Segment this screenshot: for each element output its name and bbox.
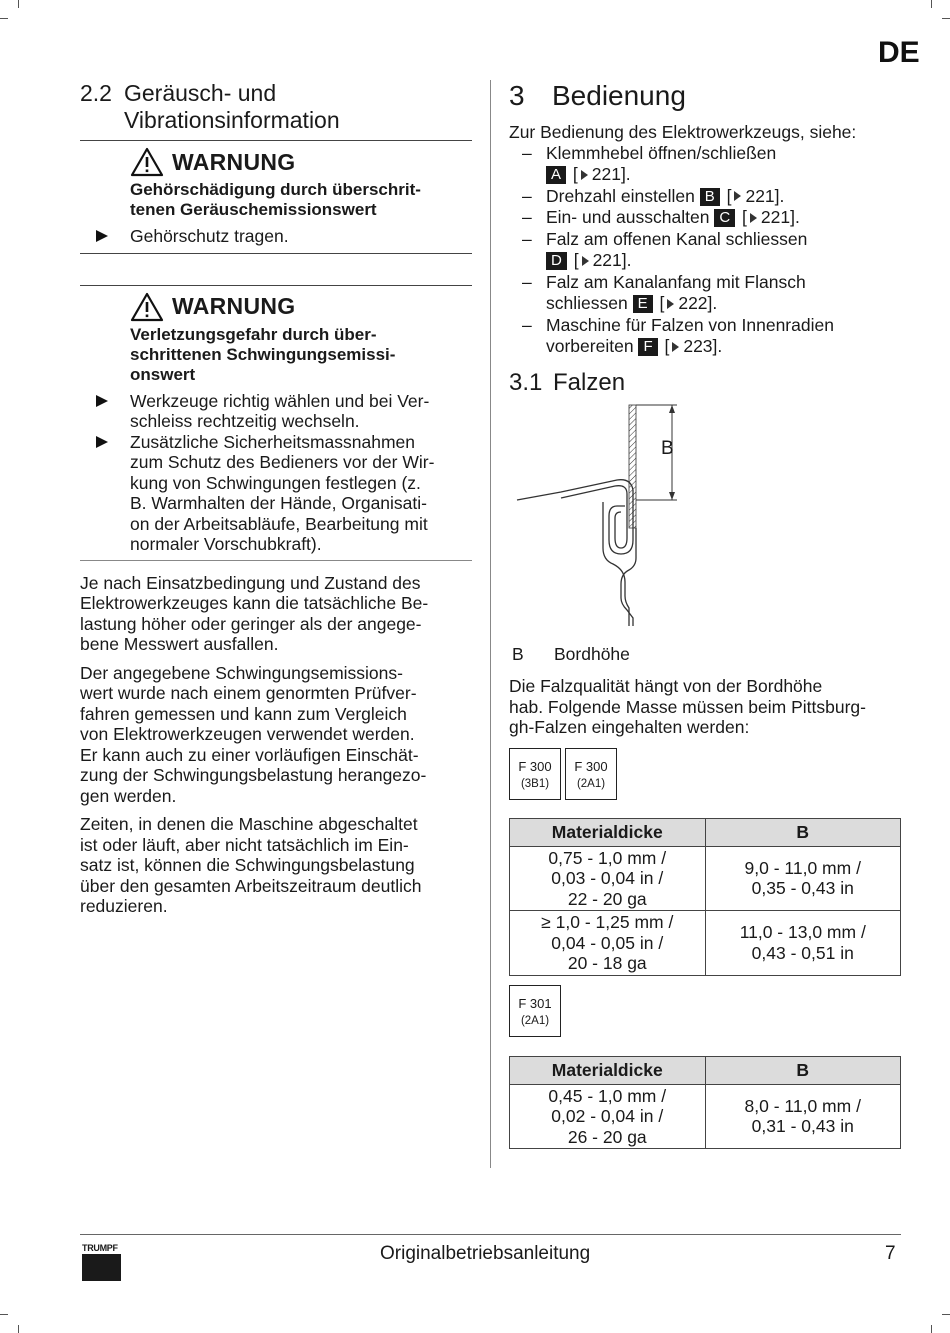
section-heading [80, 80, 472, 134]
company-logo [82, 1243, 121, 1281]
legend-text: Bordhöhe [554, 643, 630, 664]
crop-mark [18, 1325, 19, 1333]
warning-box [80, 141, 472, 247]
crop-mark [0, 18, 8, 19]
dimension-label: B [661, 437, 674, 459]
list-item: Gehörschutz tragen. [80, 226, 472, 247]
list-item: – Klemmhebel öffnen/schließen A [ 221]. [522, 142, 777, 184]
table-row [510, 1084, 901, 1149]
page-ref-arrow-icon [734, 191, 741, 201]
figure-legend [509, 644, 901, 665]
page-ref-link[interactable]: 221]. [592, 250, 632, 270]
crop-mark [0, 1314, 8, 1315]
pittsburgh-seam-illustration [509, 398, 901, 638]
subsection-heading [509, 369, 901, 396]
machine-tag: F 300 (2A1) [565, 748, 617, 800]
table-row [510, 846, 901, 911]
table-header-row [510, 1056, 901, 1084]
warning-title: WARNUNG [130, 147, 472, 177]
figure-key-badge: B [700, 188, 720, 206]
page-ref-link[interactable]: 221]. [745, 185, 785, 206]
crop-mark [942, 1314, 950, 1315]
subsection-title: Falzen [553, 368, 626, 396]
warning-box [80, 286, 472, 555]
crop-mark [931, 1325, 932, 1333]
figure-key-badge: F [638, 338, 657, 356]
page-ref-arrow-icon [582, 256, 589, 266]
machine-tag: F 301 (2A1) [509, 985, 561, 1037]
list-item: – Drehzahl einstellen B [ 221]. [522, 185, 785, 206]
section-title: Bedienung [552, 80, 686, 111]
page-ref-arrow-icon [581, 170, 588, 180]
dimension-table [509, 1056, 901, 1150]
paragraph: Je nach Einsatzbedingung und Zustand des Elektrowerkzeuges kann die tatsächliche Be- lastung höher oder geringer als der angege- bene Messwert ausfallen. [80, 572, 429, 654]
list-item: – Ein- und ausschalten C [ 221]. [522, 207, 800, 227]
warning-subtitle: Verletzungsgefahr durch über- schrittenen Schwingungsemissi- onswert [130, 324, 396, 384]
table-header: Materialdicke [510, 1056, 706, 1084]
machine-tag: F 300 (3B1) [509, 748, 561, 800]
logo-text: TRUMPF [82, 1243, 118, 1253]
table-cell: 8,0 - 11,0 mm / 0,31 - 0,43 in [705, 1084, 901, 1149]
page-ref-link[interactable]: 223]. [683, 336, 723, 356]
warning-subtitle: Gehörschädigung durch überschrit- tenen Geräuschemissionswert [130, 180, 421, 219]
warning-triangle-icon [130, 292, 164, 322]
dimension-table [509, 818, 901, 976]
subsection-number: 3.1 [509, 368, 543, 396]
bullet-arrow-icon [96, 395, 108, 407]
machine-tag-group [509, 748, 901, 804]
left-column [80, 80, 472, 917]
section-number: 3 [509, 80, 525, 111]
table-header-row [510, 818, 901, 846]
table-cell: ≥ 1,0 - 1,25 mm / 0,04 - 0,05 in / 20 - 18 ga [510, 911, 706, 976]
table-cell: 0,45 - 1,0 mm / 0,02 - 0,04 in / 26 - 20 ga [510, 1084, 706, 1149]
figure-key-badge: A [546, 166, 566, 184]
footer-title: Originalbetriebsanleitung [380, 1243, 591, 1264]
paragraph: Die Falzqualität hängt von der Bordhöhe hab. Folgende Masse müssen beim Pittsburg- gh-Falzen eingehalten werden: [509, 676, 866, 737]
paragraph: Zeiten, in denen die Maschine abgeschaltet ist oder läuft, aber nicht tatsächlich im Ein- satz ist, können die Schwingungsbelastung über den gesamten Arbeitszeitraum deutlich reduzieren. [80, 814, 422, 916]
page-ref-arrow-icon [672, 342, 679, 352]
bullet-arrow-icon [96, 230, 108, 242]
page-number: 7 [885, 1243, 896, 1264]
footer-divider [80, 1234, 901, 1235]
logo-block [82, 1254, 121, 1281]
list-item: – Falz am Kanalanfang mit Flansch schliessen E [ 222]. [522, 271, 806, 313]
table-header: Materialdicke [510, 818, 706, 846]
crop-mark [931, 0, 932, 8]
table-cell: 11,0 - 13,0 mm / 0,43 - 0,51 in [705, 911, 901, 976]
table-cell: 0,75 - 1,0 mm / 0,03 - 0,04 in / 22 - 20 ga [510, 846, 706, 911]
column-separator [490, 80, 491, 1168]
intro-text: Zur Bedienung des Elektrowerkzeugs, siehe: [509, 122, 857, 142]
table-row [510, 911, 901, 976]
table-header: B [705, 818, 901, 846]
section-heading [509, 80, 901, 112]
crop-mark [942, 18, 950, 19]
page-ref-link[interactable]: 221]. [591, 164, 631, 184]
bullet-arrow-icon [96, 436, 108, 448]
language-tag: DE [878, 36, 920, 69]
machine-tag-group [509, 985, 901, 1041]
list-item: – Maschine für Falzen von Innenradien vorbereiten F [ 223]. [522, 314, 834, 356]
crop-mark [18, 0, 19, 8]
page-ref-arrow-icon [667, 299, 674, 309]
seam-figure [509, 398, 901, 638]
figure-key-badge: E [633, 295, 653, 313]
figure-key-badge: C [714, 209, 735, 227]
operation-list [509, 143, 901, 358]
paragraph: Der angegebene Schwingungsemissions- wert wurde nach einem genormten Prüfver- fahren gemessen und kann zum Vergleich von Elektrowerkzeugen verwendet werden. Er kann auch zu einer vorläufigen Einschät- zung der Schwingungsbelastung herangezo- gen werden. [80, 662, 427, 806]
page-ref-link[interactable]: 221]. [760, 207, 800, 227]
divider [80, 560, 472, 561]
page-ref-arrow-icon [750, 213, 757, 223]
divider [80, 253, 472, 254]
section-number: 2.2 [80, 80, 112, 106]
figure-key-badge: D [546, 252, 567, 270]
list-item: Zusätzliche Sicherheitsmassnahmen zum Schutz des Bedieners vor der Wir- kung von Schwingungen festlegen (z. B. Warmhalten der Hände, Organisati- on der Arbeitsabläufe, Bearbeitung mit normaler Vorschubkraft). [80, 432, 472, 555]
table-cell: 9,0 - 11,0 mm / 0,35 - 0,43 in [705, 846, 901, 911]
right-column [509, 80, 901, 1149]
section-title: Vibrationsinformation [124, 107, 340, 133]
list-item: Werkzeuge richtig wählen und bei Ver- schleiss rechtzeitig wechseln. [80, 391, 472, 432]
list-item: – Falz am offenen Kanal schliessen D [ 221]. [522, 228, 808, 270]
page-ref-link[interactable]: 222]. [678, 293, 718, 313]
warning-triangle-icon [130, 147, 164, 177]
legend-key: B [512, 643, 524, 664]
warning-title: WARNUNG [130, 292, 472, 322]
table-header: B [705, 1056, 901, 1084]
section-title: Geräusch- und [124, 80, 277, 106]
